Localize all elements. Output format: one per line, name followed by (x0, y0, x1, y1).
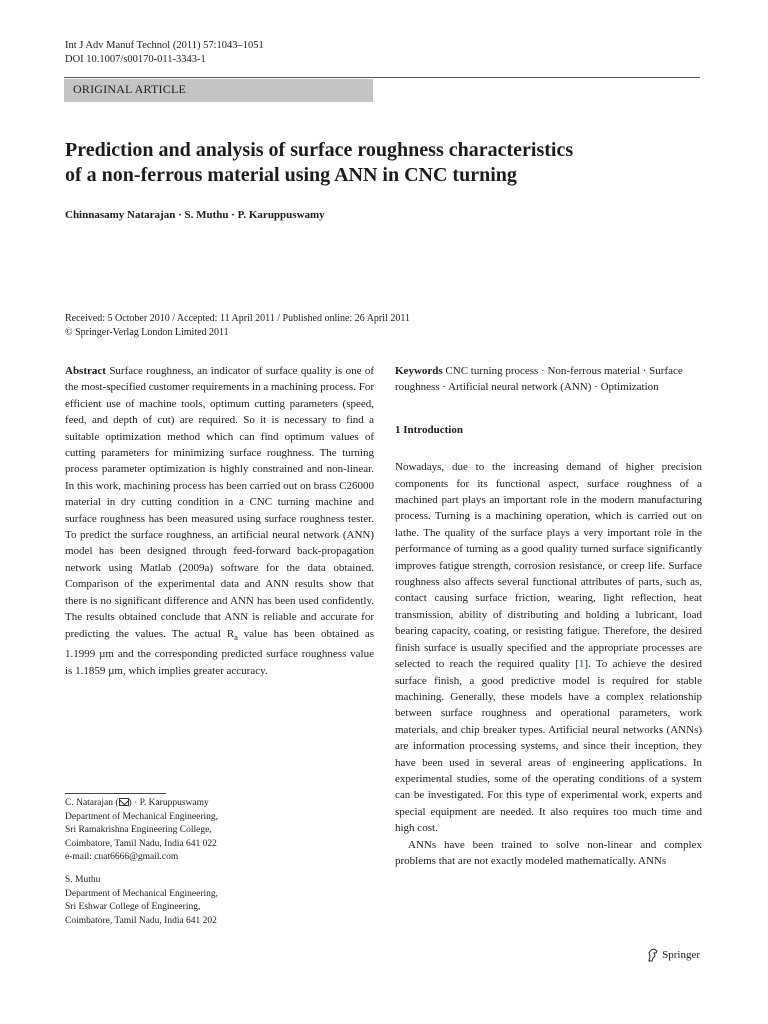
affiliation-1-email[interactable]: e-mail: cnat6666@gmail.com (65, 852, 179, 862)
author-list: Chinnasamy Natarajan · S. Muthu · P. Karuppuswamy (65, 209, 325, 221)
keywords-label: Keywords (395, 365, 443, 377)
affiliation-2-location: Coimbatore, Tamil Nadu, India 641 202 (65, 915, 217, 926)
intro-paragraph-1 (395, 459, 702, 836)
doi-line: DOI 10.1007/s00170-011-3343-1 (65, 54, 206, 65)
ra-subscript: a (234, 632, 238, 642)
journal-line: Int J Adv Manuf Technol (2011) 57:1043–1051 (65, 40, 264, 51)
affiliation-1-dept: Department of Mechanical Engineering, (65, 811, 218, 822)
affiliation-1 (65, 797, 325, 865)
paper-title (65, 138, 705, 188)
right-column (395, 363, 702, 869)
title-line-2: of a non-ferrous material using ANN in CNC turning (65, 164, 517, 186)
envelope-icon[interactable] (119, 798, 129, 806)
intro-p1-text-2: ]. To achieve the desired surface finish, a good predictive model is required for stable machining. Generally, these models have a complex relationship between surface roughness and operational parameters, work materials, and chip breaker types. Artificial neural networks (ANNs) are information processing systems, and since their inception, they have been used in several areas of engineering applications. In experimental studies, some of the operating conditions of a system can be investigated. For this type of experimental work, experts and special equipment are needed. It also requires too much time and high cost. (395, 658, 702, 835)
publication-dates (65, 312, 410, 340)
keywords-paragraph (395, 363, 702, 396)
journal-citation (65, 39, 264, 67)
abstract-text-2: value has been obtained as 1.1999 µm and the corresponding predicted surface roughness value is 1.1859 µm, which implies greater accuracy. (65, 627, 374, 677)
affiliation-1-names (65, 797, 325, 811)
affiliation-1-college: Sri Ramakrishna Engineering College, (65, 825, 212, 835)
intro-p1-text-1: Nowadays, due to the increasing demand of higher precision components for its functional aspect, surface roughness of a machined part plays an important role in the modern manufacturing process. Turning is a machining operation, which is carried out on lathe. The quality of the surface plays a very important role in the performance of turning as a good quality turned surface significantly improves fatigue strength, corrosion resistance, or creep life. Surface roughness also affects several functional attributes of parts, such as, contact causing surface friction, wearing, light reflection, heat transmission, ability of distributing and holding a lubricant, load bearing capacity, coating, or resisting fatigue. Therefore, the desired finish surface is usually specified and the appropriate processes are selected to reach the required quality [ (395, 461, 702, 671)
header-rule (64, 77, 700, 78)
affiliation-2-college: Sri Eshwar College of Engineering, (65, 902, 201, 912)
publisher-name: Springer (662, 949, 700, 961)
keywords-text: CNC turning process · Non-ferrous material · Surface roughness · Artificial neural network (ANN) · Optimization (395, 365, 683, 394)
affiliation-1-name-prefix: C. Natarajan ( (65, 798, 119, 808)
publisher-logo (647, 947, 700, 963)
abstract-label: Abstract (65, 365, 106, 377)
abstract-paragraph (65, 363, 374, 679)
abstract-text-1: Surface roughness, an indicator of surface quality is one of the most-specified customer requirements in a machining process. For efficient use of machine tools, optimum cutting parameters (speed, feed, and depth of cut) are required. So it is necessary to find a suitable optimization method which can find optimum values of cutting parameters for minimizing surface roughness. The turning process parameter optimization is highly constrained and non-linear. In this work, machining process has been carried out on brass C26000 material in dry cutting condition in a CNC turning machine and surface roughness has been measured using surface roughness tester. To predict the surface roughness, an artificial neural network (ANN) model has been designed through feed-forward back-propagation network using Matlab (2009a) software for the data obtained. Comparison of the experimental data and ANN results show that there is no significant difference and ANN has been used confidently. The results obtained conclude that ANN is reliable and accurate for predicting the values. The actual R (65, 365, 374, 640)
affiliation-2 (65, 874, 325, 928)
intro-paragraph-2: ANNs have been trained to solve non-linear and complex problems that are not exactly modeled mathematically. ANNs (395, 838, 702, 867)
citation-link[interactable]: 1 (578, 658, 585, 671)
affiliation-2-name: S. Muthu (65, 875, 101, 885)
title-line-1: Prediction and analysis of surface roughness characteristics (65, 139, 574, 161)
dates-line: Received: 5 October 2010 / Accepted: 11 April 2011 / Published online: 26 April 2011 (65, 313, 410, 324)
springer-horse-icon (647, 948, 659, 962)
article-type-banner: ORIGINAL ARTICLE (64, 79, 373, 102)
copyright-line: © Springer-Verlag London Limited 2011 (65, 327, 229, 338)
affiliation-1-name-suffix: ) · P. Karuppuswamy (128, 798, 209, 808)
section-heading-introduction: 1 Introduction (395, 423, 463, 436)
abstract-block (65, 363, 374, 679)
affiliation-2-dept: Department of Mechanical Engineering, (65, 888, 218, 899)
footnote-rule (65, 793, 166, 794)
affiliation-1-location: Coimbatore, Tamil Nadu, India 641 022 (65, 838, 217, 849)
